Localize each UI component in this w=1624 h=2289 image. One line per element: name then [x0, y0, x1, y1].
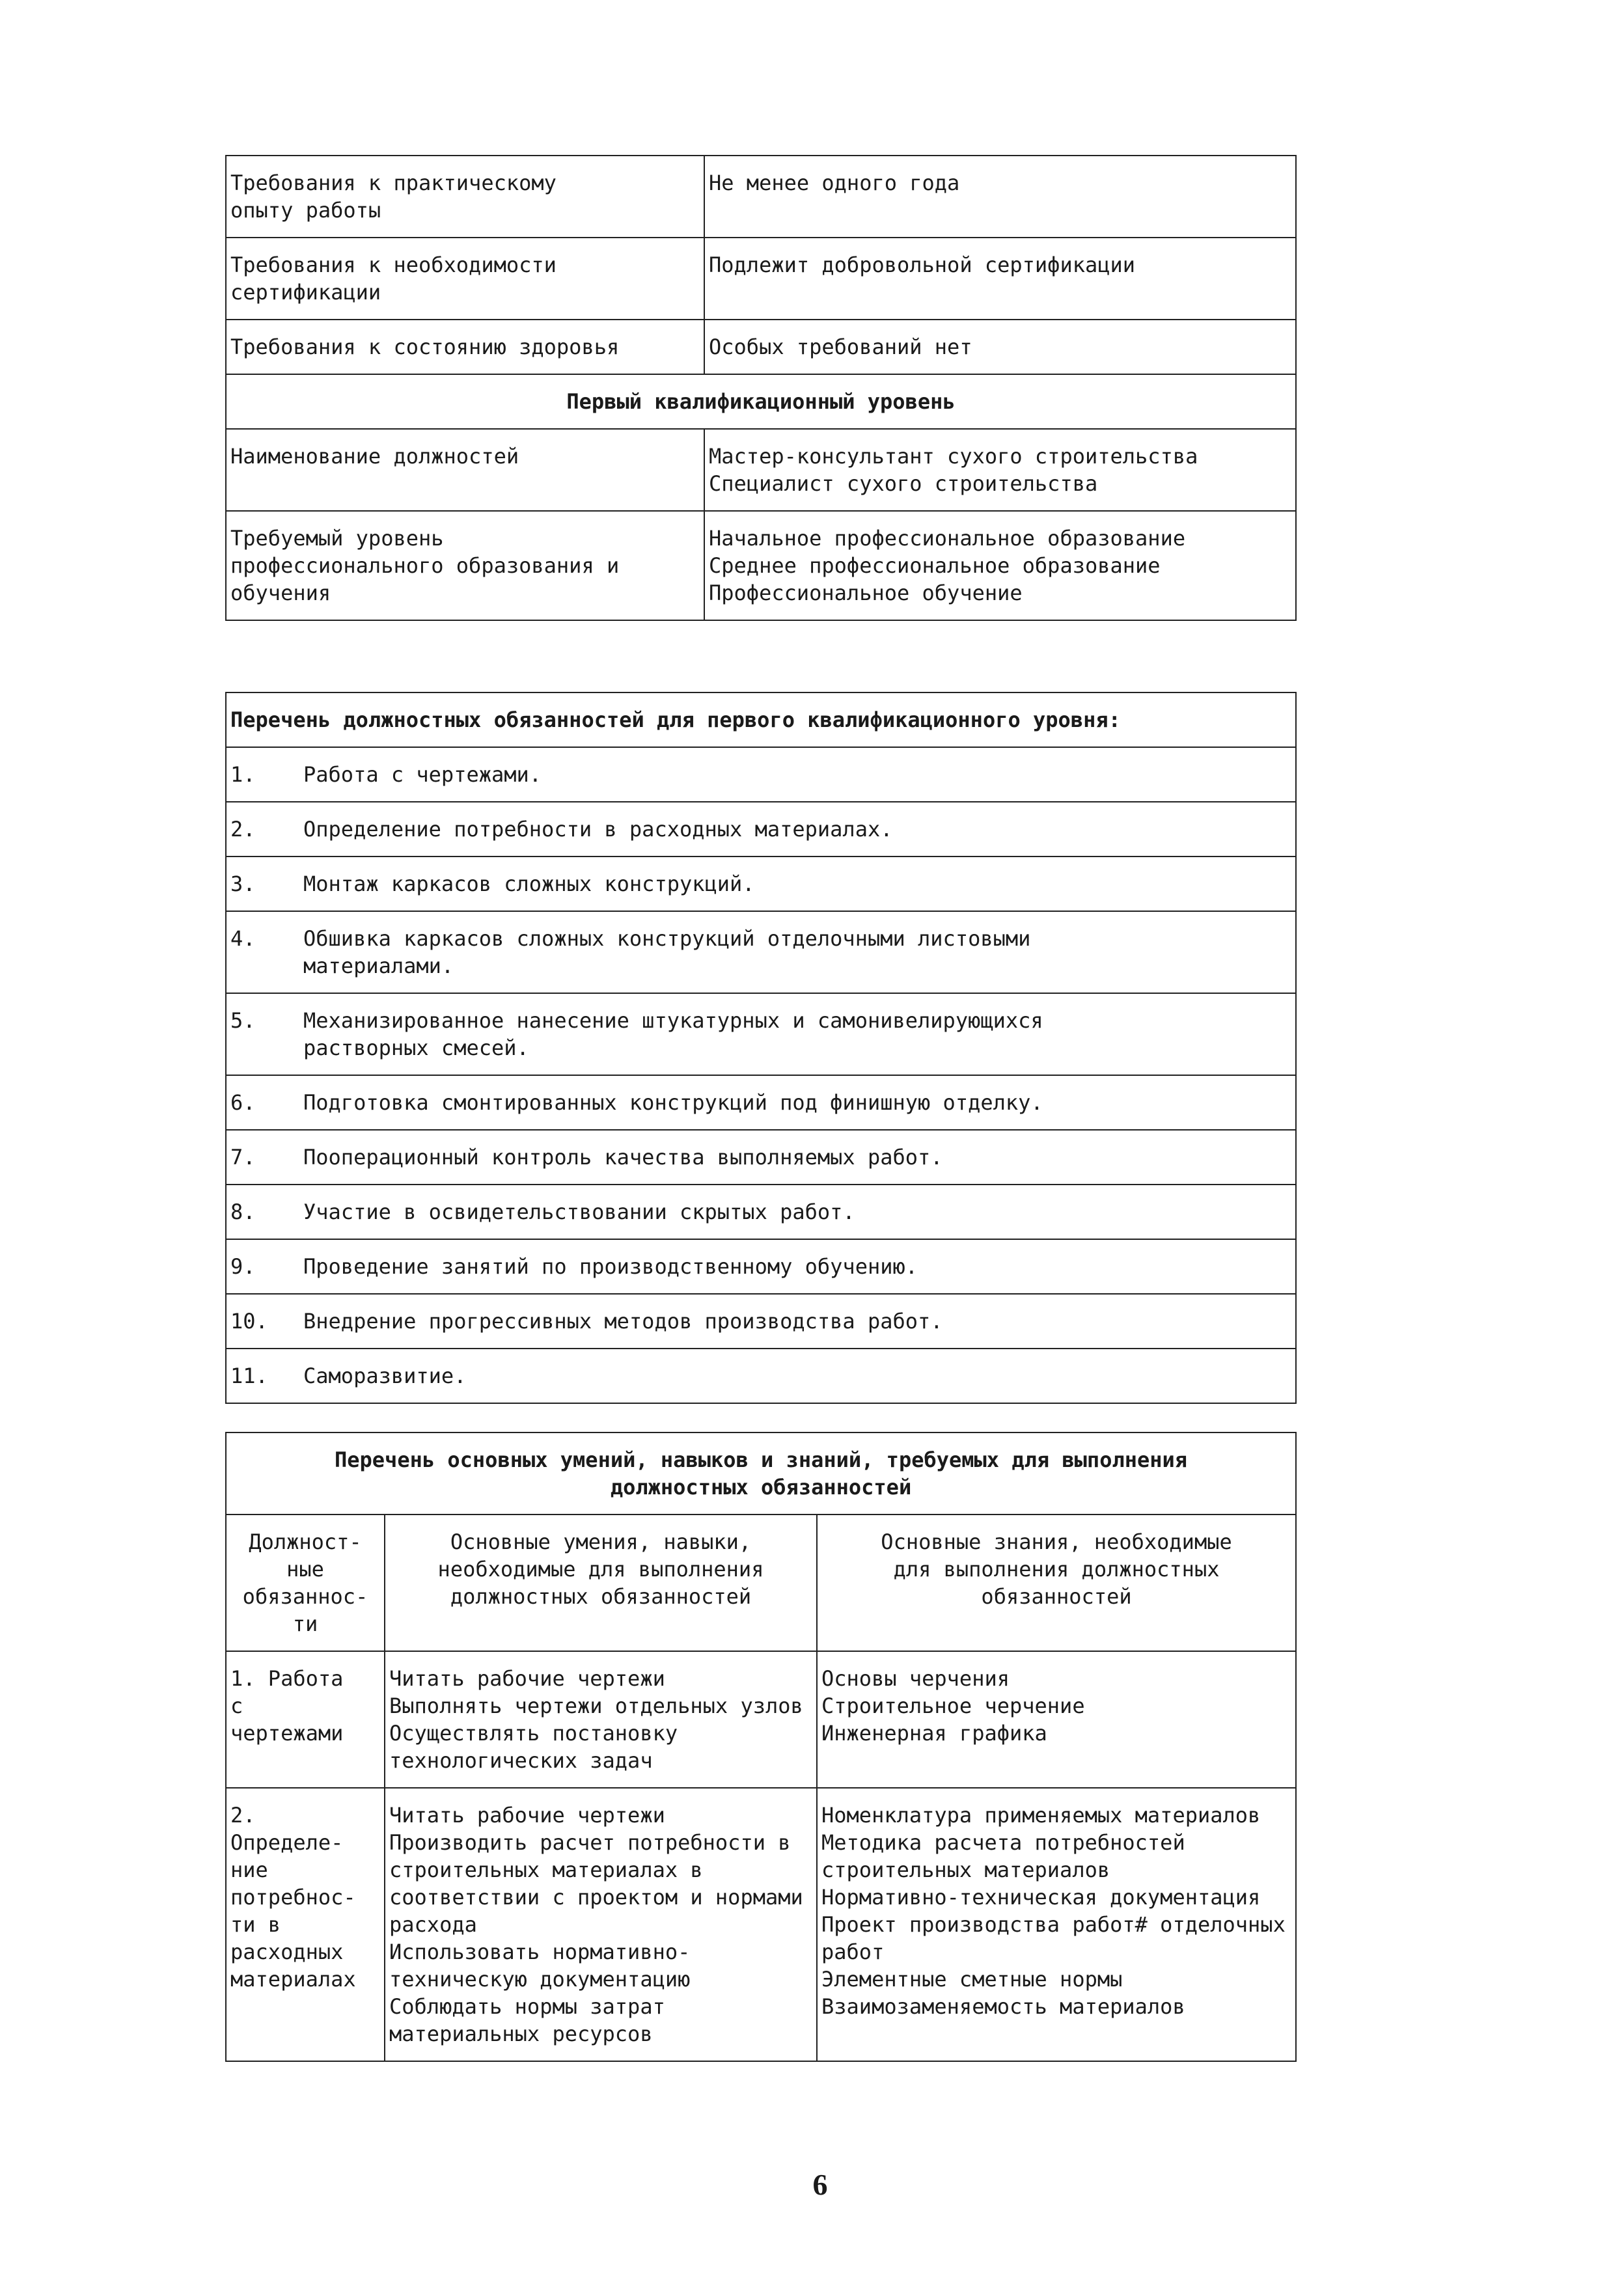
duty-name-cell: 1. Работа с чертежами [226, 1651, 385, 1788]
knowledge-cell [817, 1651, 1296, 1788]
duty-text: Механизированное нанесение штукатурных и самонивелирующихся растворных смесей. [303, 1008, 1043, 1060]
table-row [226, 747, 1296, 802]
skills-knowledge-table [225, 1432, 1297, 2062]
duty-cell [226, 1239, 1296, 1294]
duty-text: Внедрение прогрессивных методов производства работ. [303, 1309, 943, 1334]
table-row [226, 238, 1296, 320]
requirement-value: Подлежит добровольной сертификации [704, 238, 1296, 320]
duty-number: 8. [230, 1199, 256, 1224]
skill-item: Выполнять чертежи отдельных узлов [389, 1693, 803, 1718]
qualification-level-header: Первый квалификационный уровень [226, 374, 1296, 429]
knowledge-cell [817, 1788, 1296, 2061]
requirement-label: Требования к практическому опыту работы [226, 156, 704, 238]
knowledge-item: Взаимозаменяемость материалов [821, 1994, 1185, 2019]
duty-text: Проведение занятий по производственному обучению. [303, 1254, 918, 1279]
duties-list-table [225, 692, 1297, 1404]
duties-header: Перечень должностных обязанностей для первого квалификационного уровня: [226, 692, 1296, 747]
knowledge-item: Элементные сметные нормы [821, 1967, 1123, 1992]
duty-cell [226, 747, 1296, 802]
table-row [226, 1349, 1296, 1403]
table-row [226, 1130, 1296, 1185]
requirement-value: Не менее одного года [704, 156, 1296, 238]
duty-cell [226, 857, 1296, 911]
qualification-requirements-table [225, 155, 1297, 621]
table-row [226, 1075, 1296, 1130]
table-row [226, 802, 1296, 857]
page-number: 6 [812, 2168, 828, 2201]
requirement-label: Требования к необходимости сертификации [226, 238, 704, 320]
duty-number: 6. [230, 1090, 256, 1115]
table-row [226, 911, 1296, 993]
duty-number: 2. [230, 817, 256, 842]
duty-text: Работа с чертежами. [303, 762, 542, 787]
table-row [226, 1788, 1296, 2061]
table-row [226, 429, 1296, 511]
duty-cell [226, 1130, 1296, 1185]
knowledge-item: Инженерная графика [821, 1721, 1047, 1746]
requirement-value: Начальное профессиональное образование Среднее профессиональное образование Профессиональное обучение [704, 511, 1296, 620]
duty-cell [226, 911, 1296, 993]
duty-number: 5. [230, 1008, 256, 1033]
skills-cell [385, 1788, 817, 2061]
duty-number: 1. [230, 762, 256, 787]
duty-number: 10. [230, 1309, 268, 1334]
table-row [226, 320, 1296, 374]
knowledge-item: Основы черчения [821, 1666, 1010, 1691]
table-row [226, 1185, 1296, 1239]
column-header-skills: Основные умения, навыки, необходимые для выполнения должностных обязанностей [385, 1515, 817, 1651]
duties-header-row [226, 692, 1296, 747]
duty-cell [226, 1185, 1296, 1239]
table-row [226, 1294, 1296, 1349]
duty-number: 11. [230, 1364, 268, 1388]
table-row [226, 1239, 1296, 1294]
duty-text: Подготовка смонтированных конструкций под финишную отделку. [303, 1090, 1043, 1115]
duty-cell [226, 1075, 1296, 1130]
table-row [226, 993, 1296, 1075]
table-row [226, 156, 1296, 238]
skill-item: Осуществлять постановку технологических задач [389, 1721, 678, 1773]
table-row [226, 857, 1296, 911]
requirement-value: Особых требований нет [704, 320, 1296, 374]
duty-number: 3. [230, 871, 256, 896]
duty-text: Саморазвитие. [303, 1364, 467, 1388]
requirement-label: Требования к состоянию здоровья [226, 320, 704, 374]
knowledge-item: Проект производства работ# отделочных работ [821, 1912, 1286, 1964]
skill-item: Соблюдать нормы затрат материальных ресурсов [389, 1994, 665, 2046]
skill-item: Использовать нормативно-техническую документацию [389, 1939, 691, 1992]
knowledge-item: Нормативно-техническая документация [821, 1885, 1261, 1910]
skill-item: Производить расчет потребности в строительных материалах в соответствии с проектом и нормами расхода [389, 1830, 803, 1937]
level-header-row [226, 374, 1296, 429]
duty-text: Участие в освидетельствовании скрытых работ. [303, 1199, 855, 1224]
duty-number: 9. [230, 1254, 256, 1279]
skill-item: Читать рабочие чертежи [389, 1666, 665, 1691]
duty-number: 7. [230, 1145, 256, 1170]
requirement-value: Мастер-консультант сухого строительства Специалист сухого строительства [704, 429, 1296, 511]
table-row [226, 1651, 1296, 1788]
duty-text: Монтаж каркасов сложных конструкций. [303, 871, 755, 896]
duty-text: Пооперационный контроль качества выполняемых работ. [303, 1145, 943, 1170]
skills-table-header: Перечень основных умений, навыков и знаний, требуемых для выполнения должностных обязанностей [226, 1432, 1296, 1515]
duty-number: 4. [230, 926, 256, 951]
knowledge-item: Строительное черчение [821, 1693, 1085, 1718]
duty-text: Обшивка каркасов сложных конструкций отделочными листовыми материалами. [303, 926, 1031, 978]
duty-text: Определение потребности в расходных материалах. [303, 817, 893, 842]
skills-header-row [226, 1432, 1296, 1515]
duty-cell [226, 802, 1296, 857]
knowledge-item: Номенклатура применяемых материалов [821, 1803, 1261, 1828]
knowledge-item: Методика расчета потребностей строительных материалов [821, 1830, 1185, 1882]
duty-cell [226, 1349, 1296, 1403]
duty-name-cell: 2. Определе- ние потребнос- ти в расходных материалах [226, 1788, 385, 2061]
requirement-label: Наименование должностей [226, 429, 704, 511]
requirement-label: Требуемый уровень профессионального образования и обучения [226, 511, 704, 620]
column-header-row [226, 1515, 1296, 1651]
duty-cell [226, 993, 1296, 1075]
column-header-knowledge: Основные знания, необходимые для выполнения должностных обязанностей [817, 1515, 1296, 1651]
table-row [226, 511, 1296, 620]
skill-item: Читать рабочие чертежи [389, 1803, 665, 1828]
duty-cell [226, 1294, 1296, 1349]
column-header-duties: Должност- ные обязаннос- ти [226, 1515, 385, 1651]
skills-cell [385, 1651, 817, 1788]
